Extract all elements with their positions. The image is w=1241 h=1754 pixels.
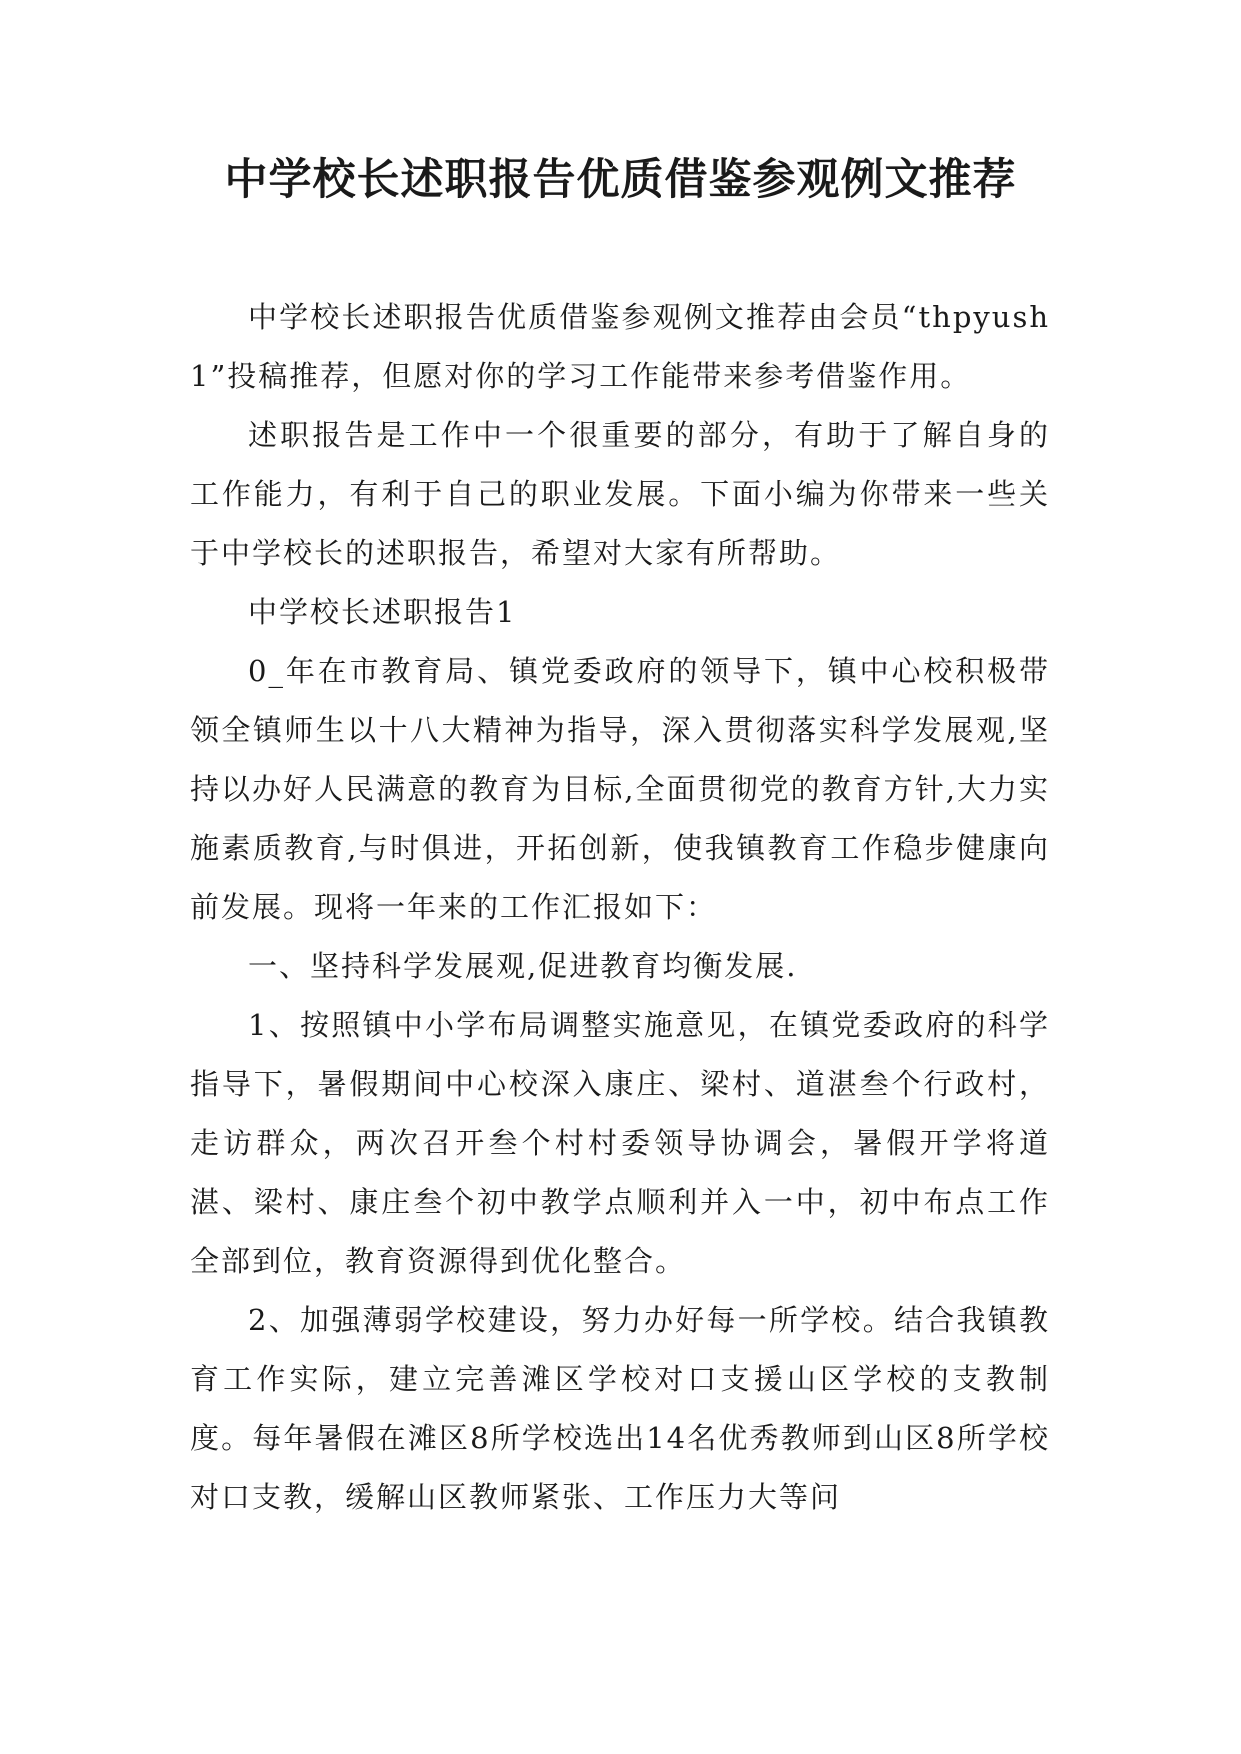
paragraph-preface: 述职报告是工作中一个很重要的部分，有助于了解自身的工作能力，有利于自己的职业发展。下面小编为你带来一些关于中学校长的述职报告，希望对大家有所帮助。 [190,418,1050,570]
paragraph-item-1: 1、按照镇中小学布局调整实施意见，在镇党委政府的科学指导下，暑假期间中心校深入康庄、梁村、道湛叁个行政村，走访群众，两次召开叁个村村委领导协调会，暑假开学将道湛、梁村、康庄叁个初中教学点顺利并入一中，初中布点工作全部到位，教育资源得到优化整合。 [190,1008,1050,1278]
section-heading: 中学校长述职报告1 [248,595,517,629]
paragraph-overview: 0_年在市教育局、镇党委政府的领导下，镇中心校积极带领全镇师生以十八大精神为指导，深入贯彻落实科学发展观,坚持以办好人民满意的教育为目标,全面贯彻党的教育方针,大力实施素质教育,与时俱进，开拓创新，使我镇教育工作稳步健康向前发展。现将一年来的工作汇报如下： [190,654,1050,924]
document-title: 中学校长述职报告优质借鉴参观例文推荐 [224,155,1017,205]
paragraph-item-2: 2、加强薄弱学校建设，努力办好每一所学校。结合我镇教育工作实际，建立完善滩区学校对口支援山区学校的支教制度。每年暑假在滩区8所学校选出14名优秀教师到山区8所学校对口支教，缓解山区教师紧张、工作压力大等问 [190,1303,1050,1514]
paragraph-intro: 中学校长述职报告优质借鉴参观例文推荐由会员“thpyush1”投稿推荐，但愿对你的学习工作能带来参考借鉴作用。 [190,300,1050,393]
subsection-heading: 一、坚持科学发展观,促进教育均衡发展. [248,949,798,983]
document-body [190,288,1050,1527]
